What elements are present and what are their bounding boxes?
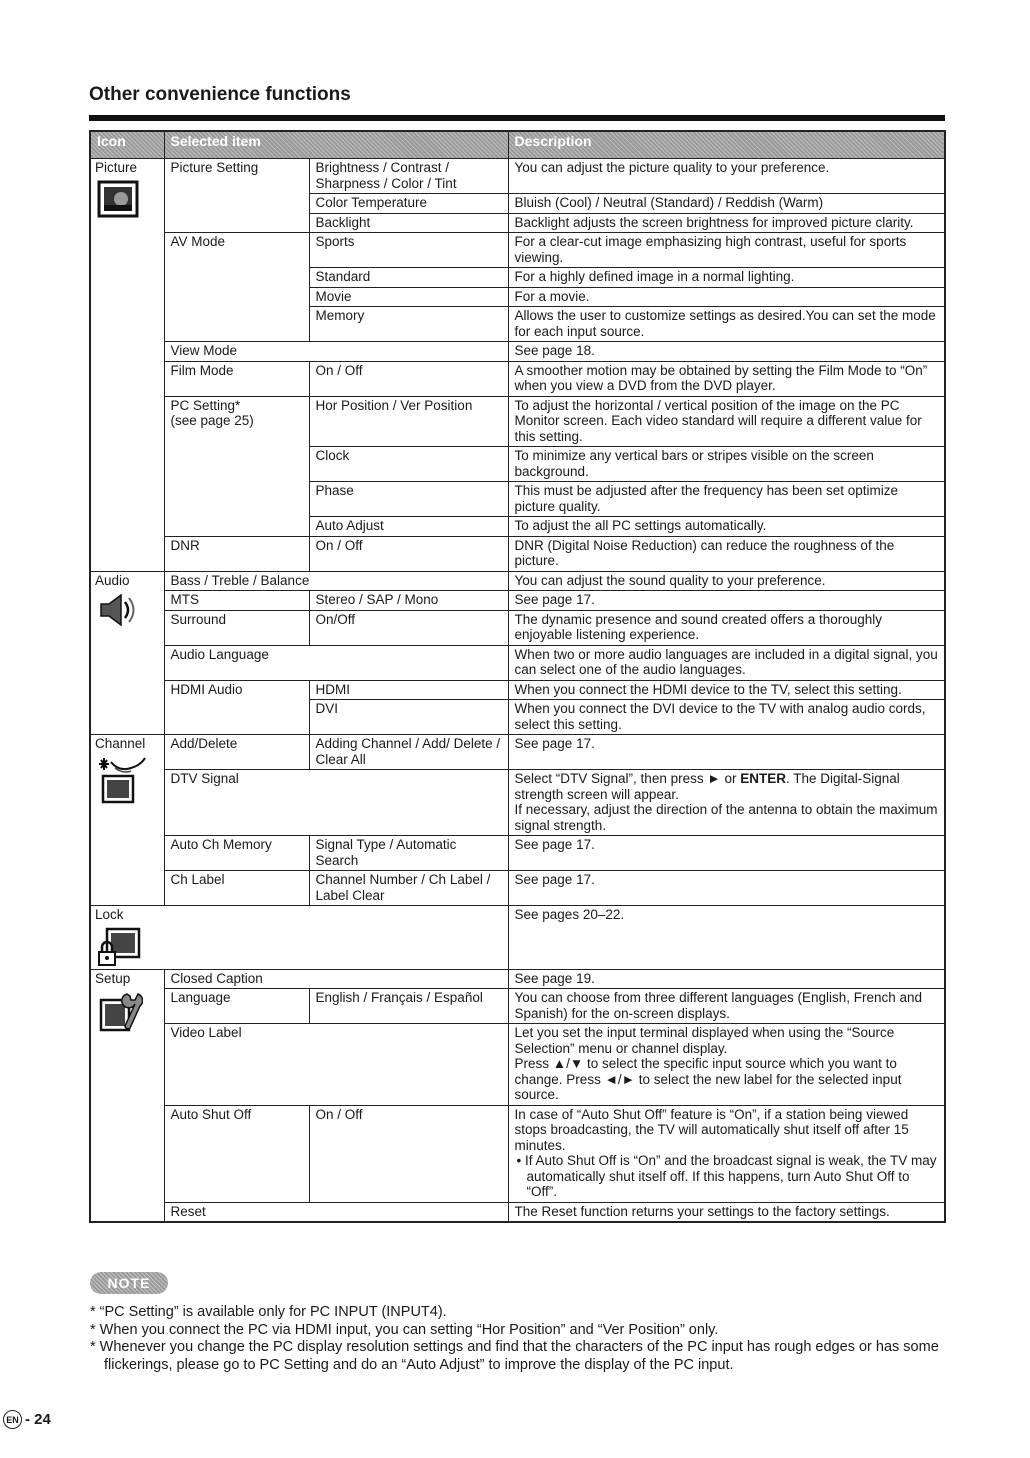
cell-option: Brightness / Contrast / Sharpness / Color / Tint [309,159,508,194]
cell-option: Standard [309,268,508,288]
cell-description: Bluish (Cool) / Neutral (Standard) / Reddish (Warm) [508,194,945,214]
cell-description: DNR (Digital Noise Reduction) can reduce the roughness of the picture. [508,536,945,571]
cell-description: See page 17. [508,871,945,906]
cell-view-mode: View Mode [164,342,508,362]
cell-option: Stereo / SAP / Mono [309,591,508,611]
channel-group-cell [90,735,164,906]
cell-option: Color Temperature [309,194,508,214]
table-row [90,591,945,611]
en-language-badge: EN [3,1410,22,1429]
cell-option: On/Off [309,610,508,645]
table-row [90,1202,945,1222]
cell-film-mode: Film Mode [164,361,309,396]
cell-bass-treble-balance: Bass / Treble / Balance [164,571,508,591]
cell-auto-shut-off: Auto Shut Off [164,1105,309,1202]
table-row [90,989,945,1024]
cell-option: HDMI [309,680,508,700]
cell-option: On / Off [309,1105,508,1202]
picture-group-cell [90,159,164,572]
table-row [90,836,945,871]
cell-option: Phase [309,482,508,517]
dtv-desc-part3: If necessary, adjust the direction of the antenna to obtain the maximum signal strength. [514,802,938,833]
table-row [90,770,945,836]
cell-description: For a clear-cut image emphasizing high contrast, useful for sports viewing. [508,233,945,268]
cell-description: You can adjust the sound quality to your preference. [508,571,945,591]
cell-description: A smoother motion may be obtained by setting the Film Mode to “On” when you view a DVD from the DVD player. [508,361,945,396]
speaker-icon [97,592,137,628]
auto-shut-off-bullet: • If Auto Shut Off is “On” and the broadcast signal is weak, the TV may automatically shut itself off. If this happens, turn Auto Shut Off to “Off”. [516,1153,937,1199]
notes-list [90,1304,940,1374]
header-description: Description [508,131,945,159]
pc-setting-page-ref: (see page 25) [170,413,254,428]
pc-setting-label: PC Setting* [170,397,241,413]
cell-description: When you connect the DVI device to the TV with analog audio cords, select this setting. [508,700,945,735]
table-row [90,645,945,680]
cell-reset: Reset [164,1202,508,1222]
table-row [90,969,945,989]
cell-description [508,1105,945,1202]
table-row [90,906,945,970]
cell-dnr: DNR [164,536,309,571]
cell-dtv-signal: DTV Signal [164,770,508,836]
table-row [90,396,945,447]
table-header-row [90,131,945,159]
page-number-text: - 24 [25,1411,51,1428]
cell-mts: MTS [164,591,309,611]
cell-option: DVI [309,700,508,735]
cell-description: See page 17. [508,591,945,611]
cell-description: To minimize any vertical bars or stripes visible on the screen background. [508,447,945,482]
cell-description: See page 17. [508,735,945,770]
cell-add-delete: Add/Delete [164,735,309,770]
cell-option: Signal Type / Automatic Search [309,836,508,871]
setup-group-cell [90,969,164,1222]
cell-description: For a movie. [508,287,945,307]
title-rule [89,115,945,121]
lock-label: Lock [95,907,124,922]
cell-option: Backlight [309,213,508,233]
cell-description: Allows the user to customize settings as desired.You can set the mode for each input source. [508,307,945,342]
table-row [90,361,945,396]
cell-surround: Surround [164,610,309,645]
table-row [90,233,945,268]
cell-description: You can adjust the picture quality to your preference. [508,159,945,194]
cell-ch-label: Ch Label [164,871,309,906]
cell-description: To adjust the horizontal / vertical position of the image on the PC Monitor screen. Each video standard will require a different value for this setting. [508,396,945,447]
table-row [90,735,945,770]
audio-group-cell [90,571,164,735]
page-title: Other convenience functions [89,84,351,105]
dtv-desc-part1: Select “DTV Signal”, then press ► or [514,771,741,786]
cell-option: Hor Position / Ver Position [309,396,508,447]
antenna-tv-icon [97,756,147,806]
cell-option: Clock [309,447,508,482]
cell-description: The Reset function returns your settings to the factory settings. [508,1202,945,1222]
cell-auto-ch-memory: Auto Ch Memory [164,836,309,871]
table-row [90,610,945,645]
enter-key-label: ENTER [740,771,786,786]
table-row [90,1024,945,1106]
video-label-desc-part2: Press ▲/▼ to select the specific input source which you want to change. Press ◄/► to select the new label for the selected input source. [514,1056,902,1102]
cell-description: When you connect the HDMI device to the TV, select this setting. [508,680,945,700]
cell-option: Sports [309,233,508,268]
cell-option: On / Off [309,361,508,396]
cell-description: For a highly defined image in a normal lighting. [508,268,945,288]
note-item: * “PC Setting” is available only for PC INPUT (INPUT4). [90,1304,447,1320]
cell-option: Adding Channel / Add/ Delete / Clear All [309,735,508,770]
cell-description: To adjust the all PC settings automatically. [508,517,945,537]
cell-option: Auto Adjust [309,517,508,537]
cell-picture-setting: Picture Setting [164,159,309,233]
cell-audio-language: Audio Language [164,645,508,680]
functions-table [89,130,946,1223]
cell-description [508,1024,945,1106]
lock-icon [97,927,143,967]
video-label-desc-part1: Let you set the input terminal displayed when using the “Source Selection” menu or channel display. [514,1025,895,1056]
cell-description: You can choose from three different languages (English, French and Spanish) for the on-screen displays. [508,989,945,1024]
audio-label: Audio [95,572,130,588]
cell-description: The dynamic presence and sound created offers a thoroughly enjoyable listening experience. [508,610,945,645]
cell-description: When two or more audio languages are included in a digital signal, you can select one of the audio languages. [508,645,945,680]
cell-option: On / Off [309,536,508,571]
table-row [90,871,945,906]
lock-group-cell [90,906,508,970]
table-row [90,159,945,194]
cell-option: Channel Number / Ch Label / Label Clear [309,871,508,906]
cell-description: See pages 20–22. [508,906,945,970]
table-row [90,342,945,362]
cell-option: Memory [309,307,508,342]
picture-label: Picture [95,160,138,175]
note-item: * When you connect the PC via HDMI input, you can setting “Hor Position” and “Ver Position” only. [90,1321,719,1338]
table-row [90,1105,945,1202]
auto-shut-off-desc: In case of “Auto Shut Off” feature is “On”, if a station being viewed stops broadcasting, the TV will automatically shut itself off after 15 minutes. [514,1106,909,1153]
cell-av-mode: AV Mode [164,233,309,342]
note-badge: NOTE [90,1272,168,1294]
cell-hdmi-audio: HDMI Audio [164,680,309,735]
table-row [90,571,945,591]
cell-option: Movie [309,287,508,307]
channel-label: Channel [95,736,146,751]
cell-description [508,770,945,836]
cell-description: See page 18. [508,342,945,362]
wrench-icon [97,990,143,1038]
header-icon: Icon [90,131,164,159]
cell-closed-caption: Closed Caption [164,969,508,989]
page-number [3,1410,51,1429]
cell-language: Language [164,989,309,1024]
cell-description: This must be adjusted after the frequency has been set optimize picture quality. [508,482,945,517]
table-row [90,680,945,700]
header-selected-item: Selected item [164,131,508,159]
cell-description: See page 17. [508,836,945,871]
note-item: * Whenever you change the PC display resolution settings and find that the characters of the PC input has rough edges or has some flickerings, please go to PC Setting and do an “Auto Adjust” to improve the display of the PC input. [90,1339,939,1373]
table-row [90,536,945,571]
cell-description: Backlight adjusts the screen brightness for improved picture clarity. [508,213,945,233]
cell-option: English / Français / Español [309,989,508,1024]
cell-description: See page 19. [508,969,945,989]
cell-video-label: Video Label [164,1024,508,1106]
picture-icon [97,180,141,220]
cell-pc-setting [164,396,309,536]
setup-label: Setup [95,970,131,986]
dtv-desc-part2: . The Digital-Signal strength screen will appear. [514,771,900,802]
